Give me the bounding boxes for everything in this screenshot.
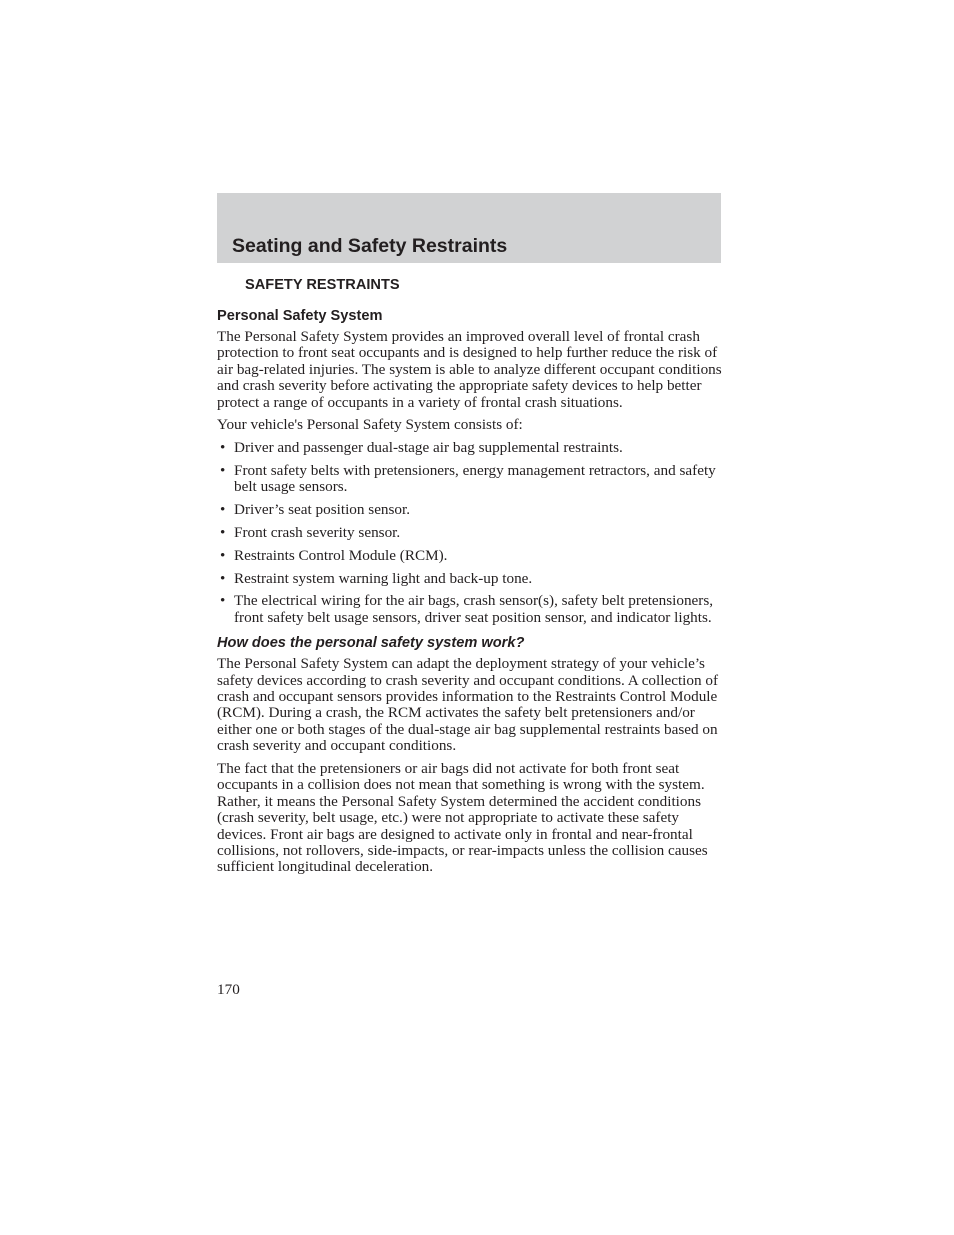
list-item [217, 525, 723, 541]
list-item [217, 463, 723, 496]
subsection-heading: Personal Safety System [217, 308, 383, 324]
list-item-text: Front safety belts with pretensioners, energy management retractors, and safety belt usage sensors. [234, 462, 716, 496]
list-item-text: Front crash severity sensor. [234, 524, 401, 542]
intro-paragraph: The Personal Safety System provides an improved overall level of frontal crash protection to front seat occupants and is designed to help further reduce the risk of air bag-related injuries. The system is able to analyze different occupant conditions and crash severity before activating the appropriate safety devices to help better protect a range of occupants in a variety of frontal crash situations. [217, 328, 722, 411]
components-list [217, 440, 723, 626]
list-item [217, 571, 723, 587]
page-number: 170 [217, 981, 240, 998]
bullet-icon: • [220, 546, 226, 564]
bullet-icon: • [220, 524, 226, 542]
list-item-text: Restraint system warning light and back-up tone. [234, 569, 533, 587]
consists-of-paragraph: Your vehicle's Personal Safety System consists of: [217, 416, 523, 434]
chapter-title: Seating and Safety Restraints [232, 235, 508, 257]
bullet-icon: • [220, 592, 226, 610]
chapter-header-band [217, 193, 721, 263]
bullet-icon: • [220, 462, 226, 480]
list-item [217, 440, 723, 456]
answer-paragraph: The fact that the pretensioners or air bags did not activate for both front seat occupants in a collision does not mean that something is wrong with the system. Rather, it means the Personal Safety System determined the accident conditions (crash severity, belt usage, etc.) were not appropriate to activate these safety devices. Front air bags are designed to activate only in frontal and near-frontal collisions, not rollovers, side-impacts, or rear-impacts unless the collision causes sufficient longitudinal deceleration. [217, 760, 708, 876]
list-item-text: The electrical wiring for the air bags, crash sensor(s), safety belt pretensioners, front safety belt usage sensors, driver seat position sensor, and indicator lights. [234, 592, 714, 626]
list-item-text: Restraints Control Module (RCM). [234, 546, 448, 564]
section-heading: SAFETY RESTRAINTS [245, 277, 400, 293]
answer-paragraph: The Personal Safety System can adapt the deployment strategy of your vehicle’s safety devices according to crash severity and occupant conditions. A collection of crash and occupant sensors provides information to the Restraints Control Module (RCM). During a crash, the RCM activates the safety belt pretensioners and/or either one or both stages of the dual-stage air bag supplemental restraints based on crash severity and occupant conditions. [217, 655, 719, 755]
bullet-icon: • [220, 501, 226, 519]
bullet-icon: • [220, 569, 226, 587]
page-content [217, 276, 723, 882]
list-item-text: Driver’s seat position sensor. [234, 501, 411, 519]
list-item [217, 502, 723, 518]
list-item [217, 548, 723, 564]
bullet-icon: • [220, 439, 226, 457]
list-item-text: Driver and passenger dual-stage air bag supplemental restraints. [234, 439, 623, 457]
list-item [217, 593, 723, 626]
question-heading: How does the personal safety system work? [217, 635, 525, 652]
